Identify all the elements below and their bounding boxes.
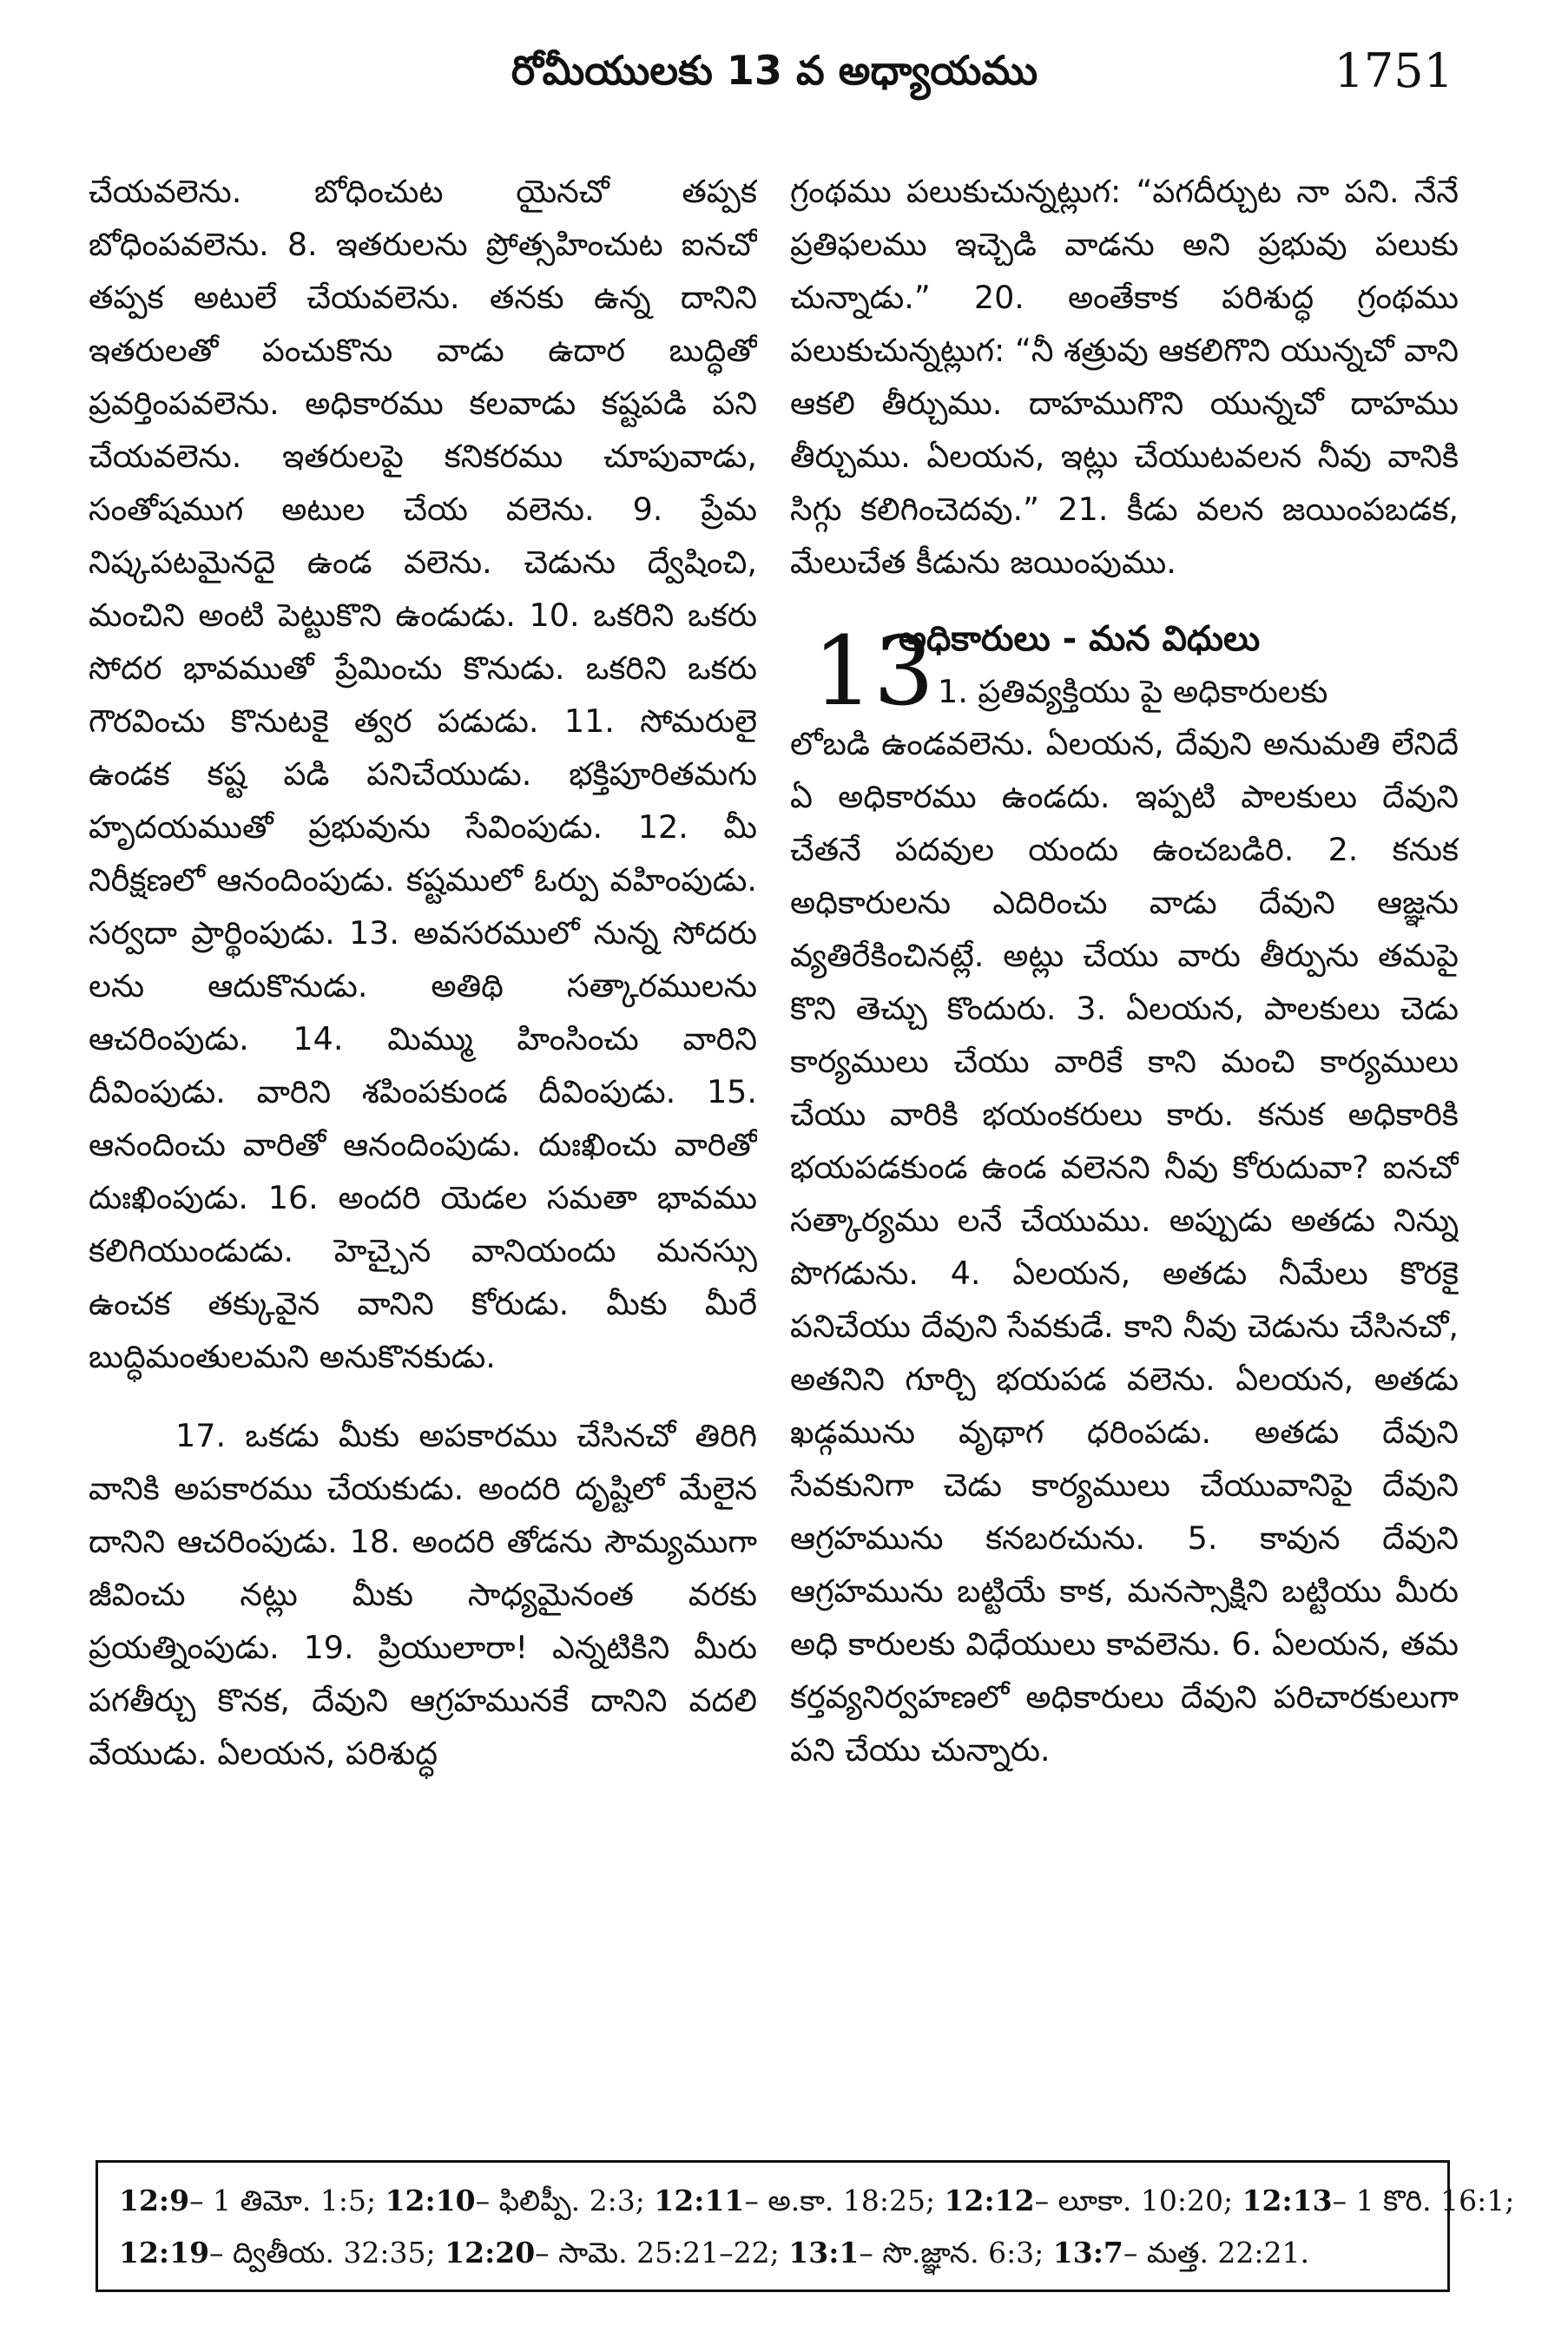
cross-reference-label: 13:1 — [788, 2236, 860, 2270]
paragraph-romans-13: లోబడి ఉండవలెను. ఏలయన, దేవుని అనుమతి లేనిదే ఏ అధికారము ఉండదు. ఇప్పటి పాలకులు దేవుని చేతనే పదవుల యందు ఉంచబడిరి. 2. కనుక అధికారులను ఎదిరించు వాడు దేవుని ఆజ్ఞను వ్యతిరేకించినట్లే. అట్లు చేయు వారు తీర్పును తమపై కొని తెచ్చు కొందురు. 3. ఏలయన, పాలకులు చెడు కార్యములు చేయు వారికే కాని మంచి కార్యములు చేయు వారికి భయంకరులు కారు. కనుక అధికారికి భయపడకుండ ఉండ వలెనని నీవు కోరుదువా? ఐనచో సత్కార్యము లనే చేయుము. అప్పుడు అతడు నిన్ను పొగడును. 4. ఏలయన, అతడు నీమేలు కొరకై పనిచేయు దేవుని సేవకుడే. కాని నీవు చెడును చేసినచో, అతనిని గూర్చి భయపడ వలెను. ఏలయన, అతడు ఖడ్గమును వృథాగ ధరింపడు. అతడు దేవుని సేవకునిగా చెడు కార్యములు చేయువానిపై దేవుని ఆగ్రహమును కనబరచును. 5. కావున దేవుని ఆగ్రహమును బట్టియే కాక, మనస్సాక్షిని బట్టియు మీరు అధి కారులకు విధేయులు కావలెను. 6. ఏలయన, తమ కర్తవ్యనిర్వహణలో అధికారులు దేవుని పరిచారకులుగా పని చేయు చున్నారు. — [790, 725, 1459, 1769]
chapter-13-start — [790, 613, 1459, 727]
cross-reference-label: 12:9 — [119, 2184, 190, 2217]
cross-reference-text: – సామె. 25:21–22; — [535, 2236, 789, 2270]
cross-reference-label: 12:13 — [1242, 2184, 1333, 2217]
cross-reference-label: 12:19 — [119, 2236, 210, 2270]
cross-reference-label: 12:10 — [385, 2184, 476, 2217]
cross-reference-text: – ద్వితీయ. 32:35; — [209, 2236, 445, 2270]
cross-reference-text: – 1 కొరి. 16:1; — [1332, 2184, 1515, 2217]
cross-reference-text: – ఫిలిప్పీ. 2:3; — [475, 2184, 655, 2217]
cross-reference-text: – అ.కా. 18:25; — [744, 2184, 945, 2217]
cross-reference-label: 12:11 — [654, 2184, 745, 2217]
cross-reference-label: 12:12 — [944, 2184, 1035, 2217]
cross-reference-text: – లూకా. 10:20; — [1034, 2184, 1242, 2217]
paragraph-romans-12-17: 17. ఒకడు మీకు అపకారము చేసినచో తిరిగి వానికి అపకారము చేయకుడు. అందరి దృష్టిలో మేలైన దానిని ఆచరింపుడు. 18. అందరి తోడను సౌమ్యముగా జీవించు నట్లు మీకు సాధ్యమైనంత వరకు ప్రయత్నింపుడు. 19. ప్రియులారా! ఎన్నటికిని మీరు పగతీర్చు కొనక, దేవుని ఆగ్రహమునకే దానిని వదలి వేయుడు. ఏలయన, పరిశుద్ధ — [89, 1417, 757, 1772]
chapter-first-line: 1. ప్రతివ్యక్తియు పై అధికారులకు — [938, 673, 1328, 710]
page-header — [96, 31, 1453, 127]
left-column — [89, 165, 757, 2136]
running-title: రోమీయులకు 13 వ అధ్యాయము — [511, 47, 1038, 94]
chapter-number: 13 — [813, 616, 934, 727]
cross-reference-label: 13:7 — [1052, 2236, 1123, 2270]
cross-reference-text: – మత్త. 22:21. — [1123, 2236, 1310, 2270]
cross-reference-text: – 1 తిమో. 1:5; — [189, 2184, 385, 2217]
cross-reference-line — [119, 2227, 1426, 2279]
section-heading: అధికారులు - మన విధులు — [899, 619, 1261, 659]
cross-reference-text: – సొ.జ్ఞాన. 6:3; — [859, 2236, 1053, 2270]
cross-reference-line — [119, 2175, 1515, 2227]
paragraph-romans-12-continued: చేయవలెను. బోధించుట యైనచో తప్పక బోధింపవలెను. 8. ఇతరులను ప్రోత్సహించుట ఐనచో తప్పక అటులే చేయవలెను. తనకు ఉన్న దానిని ఇతరులతో పంచుకొను వాడు ఉదార బుద్ధితో ప్రవర్తింపవలెను. అధికారము కలవాడు కష్టపడి పని చేయవలెను. ఇతరులపై కనికరము చూపువాడు, సంతోషముగ అటుల చేయ వలెను. 9. ప్రేమ నిష్కపటమైనదై ఉండ వలెను. చెడును ద్వేషించి, మంచిని అంటి పెట్టుకొని ఉండుడు. 10. ఒకరిని ఒకరు సోదర భావముతో ప్రేమించు కొనుడు. ఒకరిని ఒకరు గౌరవించు కొనుటకై త్వర పడుడు. 11. సోమరులై ఉండక కష్ట పడి పనిచేయుడు. భక్తిపూరితమగు హృదయముతో ప్రభువును సేవింపుడు. 12. మీ నిరీక్షణలో ఆనందింపుడు. కష్టములో ఓర్పు వహింపుడు. సర్వదా ప్రార్థింపుడు. 13. అవసరములో నున్న సోదరు లను ఆదుకొనుడు. అతిథి సత్కారములను ఆచరింపుడు. 14. మిమ్ము హింసించు వారిని దీవింపుడు. వారిని శపింపకుండ దీవింపుడు. 15. ఆనందించు వారితో ఆనందింపుడు. దుఃఖించు వారితో దుఃఖింపుడు. 16. అందరి యెడల సమతా భావము కలిగియుండుడు. హెచ్చైన వానియందు మనస్సు ఉంచక తక్కువైన వానిని కోరుడు. మీకు మీరే బుద్ధిమంతులమని అనుకొనకుడు. — [89, 173, 757, 1375]
page-number: 1751 — [1334, 43, 1453, 98]
right-column — [790, 165, 1459, 2136]
paragraph-romans-12-continued-right: గ్రంథము పలుకుచున్నట్లుగ: “పగదీర్చుట నా పని. నేనే ప్రతిఫలము ఇచ్చెడి వాడను అని ప్రభువు పలుకు చున్నాడు.” 20. అంతేకాక పరిశుద్ధ గ్రంథము పలుకుచున్నట్లుగ: “నీ శత్రువు ఆకలిగొని యున్నచో వాని ఆకలి తీర్చుము. దాహముగొని యున్నచో దాహము తీర్చుము. ఏలయన, ఇట్లు చేయుటవలన నీవు వానికి సిగ్గు కలిగించెదవు.” 21. కీడు వలన జయింపబడక, మేలుచేత కీడును జయింపుము. — [790, 173, 1459, 581]
cross-reference-box — [96, 2160, 1515, 2292]
cross-reference-label: 12:20 — [445, 2236, 536, 2270]
